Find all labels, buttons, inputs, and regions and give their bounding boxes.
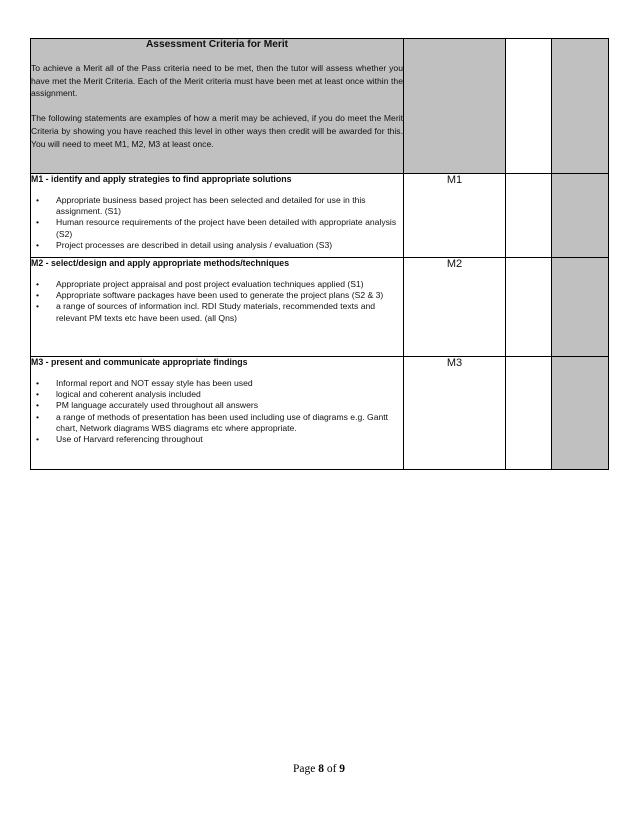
bullet-icon: • xyxy=(36,290,40,301)
merit-criteria-table xyxy=(30,38,609,470)
criterion-description-cell xyxy=(31,258,404,357)
header-code-cell xyxy=(404,39,506,174)
header-blank-cell xyxy=(506,39,552,174)
criterion-list xyxy=(31,279,403,324)
list-item xyxy=(31,217,403,239)
header-row xyxy=(31,39,609,174)
criterion-row-m3 xyxy=(31,357,609,470)
bullet-icon: • xyxy=(36,434,40,445)
list-item-text: logical and coherent analysis included xyxy=(56,389,201,400)
criterion-description-cell xyxy=(31,357,404,470)
bullet-icon: • xyxy=(36,389,40,400)
bullet-icon: • xyxy=(36,217,40,228)
criterion-row-m1 xyxy=(31,174,609,258)
criterion-title: M2 - select/design and apply appropriate methods/techniques xyxy=(31,258,290,268)
criterion-description-cell xyxy=(31,174,404,258)
list-item-text: Use of Harvard referencing throughout xyxy=(56,434,203,445)
criterion-title: M3 - present and communicate appropriate findings xyxy=(31,357,248,367)
list-item-text: Appropriate project appraisal and post project evaluation techniques applied (S1) xyxy=(56,279,364,289)
criterion-blank-cell xyxy=(506,357,552,470)
list-item xyxy=(31,378,403,389)
list-item-text: Appropriate business based project has been selected and detailed for use in this assignment. (S1) xyxy=(56,195,366,217)
criterion-grey-cell xyxy=(552,174,609,258)
page-number: 8 xyxy=(318,763,324,775)
criterion-row-m2 xyxy=(31,258,609,357)
bullet-icon: • xyxy=(36,239,40,250)
bullet-icon: • xyxy=(36,400,40,411)
criterion-blank-cell xyxy=(506,174,552,258)
bullet-icon: • xyxy=(36,301,40,312)
bullet-icon: • xyxy=(36,195,40,205)
criterion-grey-cell xyxy=(552,258,609,357)
list-item xyxy=(31,290,403,301)
criterion-list xyxy=(31,195,403,251)
list-item-text: Informal report and NOT essay style has been used xyxy=(56,378,253,388)
criterion-blank-cell xyxy=(506,258,552,357)
criterion-list xyxy=(31,378,403,445)
bullet-icon: • xyxy=(36,378,40,388)
header-grey-cell xyxy=(552,39,609,174)
page-total: 9 xyxy=(339,763,346,775)
criterion-code: M3 xyxy=(404,357,506,470)
table-title: Assessment Criteria for Merit xyxy=(145,39,289,50)
page-word: Page xyxy=(292,763,316,775)
criterion-code: M2 xyxy=(404,258,506,357)
list-item xyxy=(31,240,403,251)
list-item xyxy=(31,412,403,434)
list-item-text: Project processes are described in detail using analysis / evaluation (S3) xyxy=(56,239,333,250)
criterion-grey-cell xyxy=(552,357,609,470)
bullet-icon: • xyxy=(36,279,40,289)
list-item xyxy=(31,279,403,290)
list-item xyxy=(31,301,403,323)
list-item-text: a range of sources of information incl. RDI Study materials, recommended texts and relevant PM texts etc have been used. (all Qns) xyxy=(56,301,376,323)
criterion-code: M1 xyxy=(404,174,506,258)
list-item xyxy=(31,195,403,217)
list-item xyxy=(31,389,403,400)
list-item-text: Appropriate software packages have been used to generate the project plans (S2 & 3) xyxy=(56,290,384,301)
list-item-text: Human resource requirements of the project have been detailed with appropriate analysis (S2) xyxy=(56,217,397,239)
page-footer xyxy=(0,763,638,775)
examples-paragraph: The following statements are examples of how a merit may be achieved, if you do meet the Merit Criteria by showing you have reached this level in other ways then credit will be awarded for this. You will need to meet M1, M2, M3 at least once. xyxy=(31,113,403,149)
list-item xyxy=(31,400,403,411)
list-item-text: PM language accurately used throughout all answers xyxy=(56,400,259,411)
header-description-cell xyxy=(31,39,404,174)
of-word: of xyxy=(326,763,337,775)
bullet-icon: • xyxy=(36,411,40,422)
criterion-title: M1 - identify and apply strategies to find appropriate solutions xyxy=(31,174,292,184)
intro-paragraph: To achieve a Merit all of the Pass criteria need to be met, then the tutor will assess whether you have met the Merit Criteria. Each of the Merit criteria must have been met at least once within the assignment. xyxy=(31,63,403,99)
list-item xyxy=(31,434,403,445)
list-item-text: a range of methods of presentation has been used including use of diagrams e.g. Gantt chart, Network diagrams WBS diagrams etc where appropriate. xyxy=(56,411,389,433)
